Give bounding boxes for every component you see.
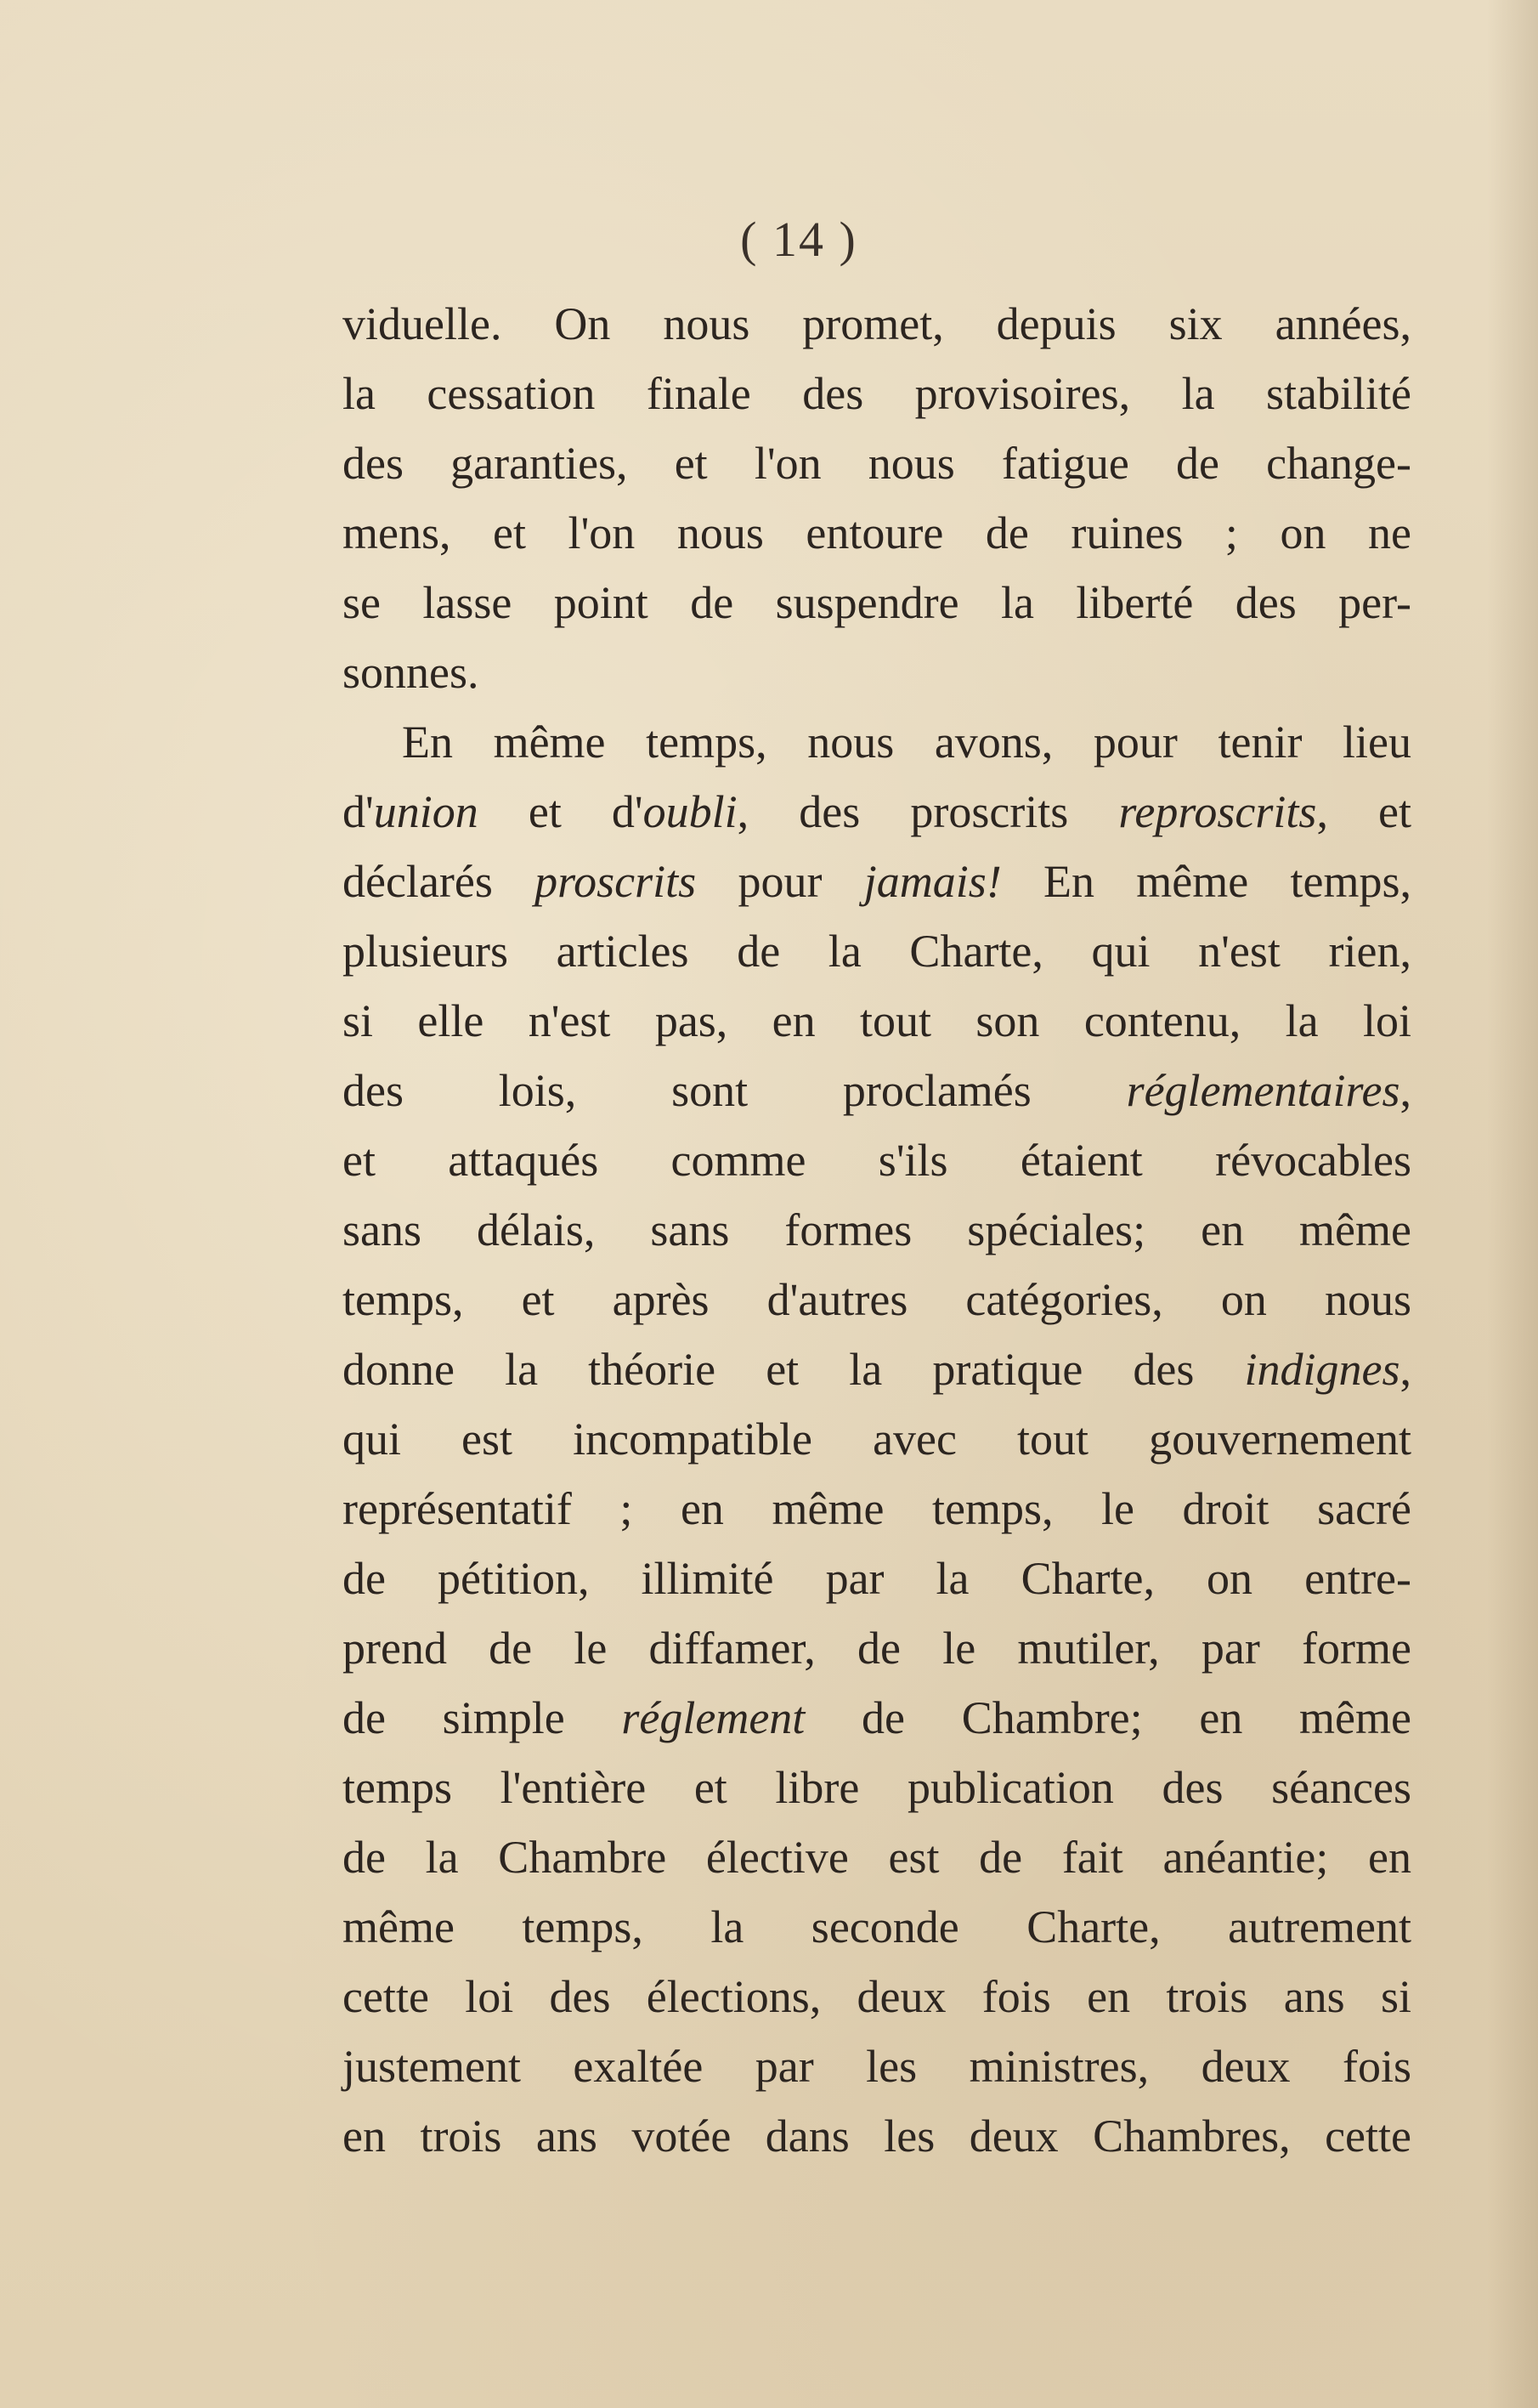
text-line: et attaqués comme s'ils étaient révocables	[342, 1135, 1411, 1186]
text-run: pour	[696, 856, 864, 907]
text-line	[342, 1334, 1411, 1404]
text-run: déclarés	[342, 856, 535, 907]
italic-run: reproscrits	[1118, 786, 1317, 837]
text-run: de Chambre; en même	[805, 1692, 1411, 1743]
text-line	[342, 1056, 1411, 1125]
text-run: , et	[1316, 786, 1412, 837]
text-line: sonnes.	[342, 647, 479, 698]
text-line: viduelle. On nous promet, depuis six années,	[342, 298, 1411, 349]
italic-run: union	[373, 786, 478, 837]
text-line: mens, et l'on nous entoure de ruines ; on ne	[342, 507, 1411, 558]
text-run: , des proscrits	[737, 786, 1119, 837]
page-edge-shadow	[1487, 0, 1538, 2408]
page-number: ( 14 )	[740, 212, 857, 267]
text-line: la cessation finale des provisoires, la stabilité	[342, 368, 1411, 419]
text-run: ,	[1399, 1344, 1411, 1395]
italic-run: oubli	[642, 786, 738, 837]
text-line: temps l'entière et libre publication des séances	[342, 1762, 1411, 1813]
italic-run: proscrits	[534, 856, 697, 907]
italic-run: réglementaires	[1126, 1065, 1400, 1116]
text-line: plusieurs articles de la Charte, qui n'est rien,	[342, 926, 1411, 977]
text-line: prend de le diffamer, de le mutiler, par forme	[342, 1623, 1411, 1674]
text-run: et d'	[478, 786, 643, 837]
text-run: de simple	[342, 1692, 622, 1743]
text-run: des lois, sont proclamés	[342, 1065, 1127, 1116]
text-line: représentatif ; en même temps, le droit sacré	[342, 1483, 1411, 1534]
italic-run: jamais!	[863, 856, 1002, 907]
text-run: En même temps,	[1001, 856, 1411, 907]
text-line: cette loi des élections, deux fois en trois ans si	[342, 1971, 1411, 2022]
text-line	[342, 847, 1411, 916]
text-line: sans délais, sans formes spéciales; en même	[342, 1204, 1411, 1255]
text-line: se lasse point de suspendre la liberté des per-	[342, 577, 1411, 628]
text-line: En même temps, nous avons, pour tenir lieu	[402, 717, 1411, 768]
italic-run: réglement	[621, 1692, 806, 1743]
text-line: si elle n'est pas, en tout son contenu, la loi	[342, 995, 1411, 1046]
body-text	[342, 289, 1411, 2171]
text-line: des garanties, et l'on nous fatigue de change-	[342, 438, 1411, 489]
text-line: en trois ans votée dans les deux Chambres, cette	[342, 2111, 1411, 2162]
text-run: d'	[342, 786, 374, 837]
text-line	[342, 777, 1411, 847]
text-line	[342, 1683, 1411, 1753]
text-line: de la Chambre élective est de fait anéantie; en	[342, 1832, 1411, 1883]
text-run: donne la théorie et la pratique des	[342, 1344, 1245, 1395]
text-line: temps, et après d'autres catégories, on nous	[342, 1274, 1411, 1325]
text-line: justement exaltée par les ministres, deux fois	[342, 2041, 1411, 2092]
text-line: qui est incompatible avec tout gouvernement	[342, 1414, 1411, 1465]
text-line: de pétition, illimité par la Charte, on entre-	[342, 1553, 1411, 1604]
text-line: même temps, la seconde Charte, autrement	[342, 1901, 1411, 1952]
italic-run: indignes	[1244, 1344, 1400, 1395]
text-run: ,	[1399, 1065, 1411, 1116]
